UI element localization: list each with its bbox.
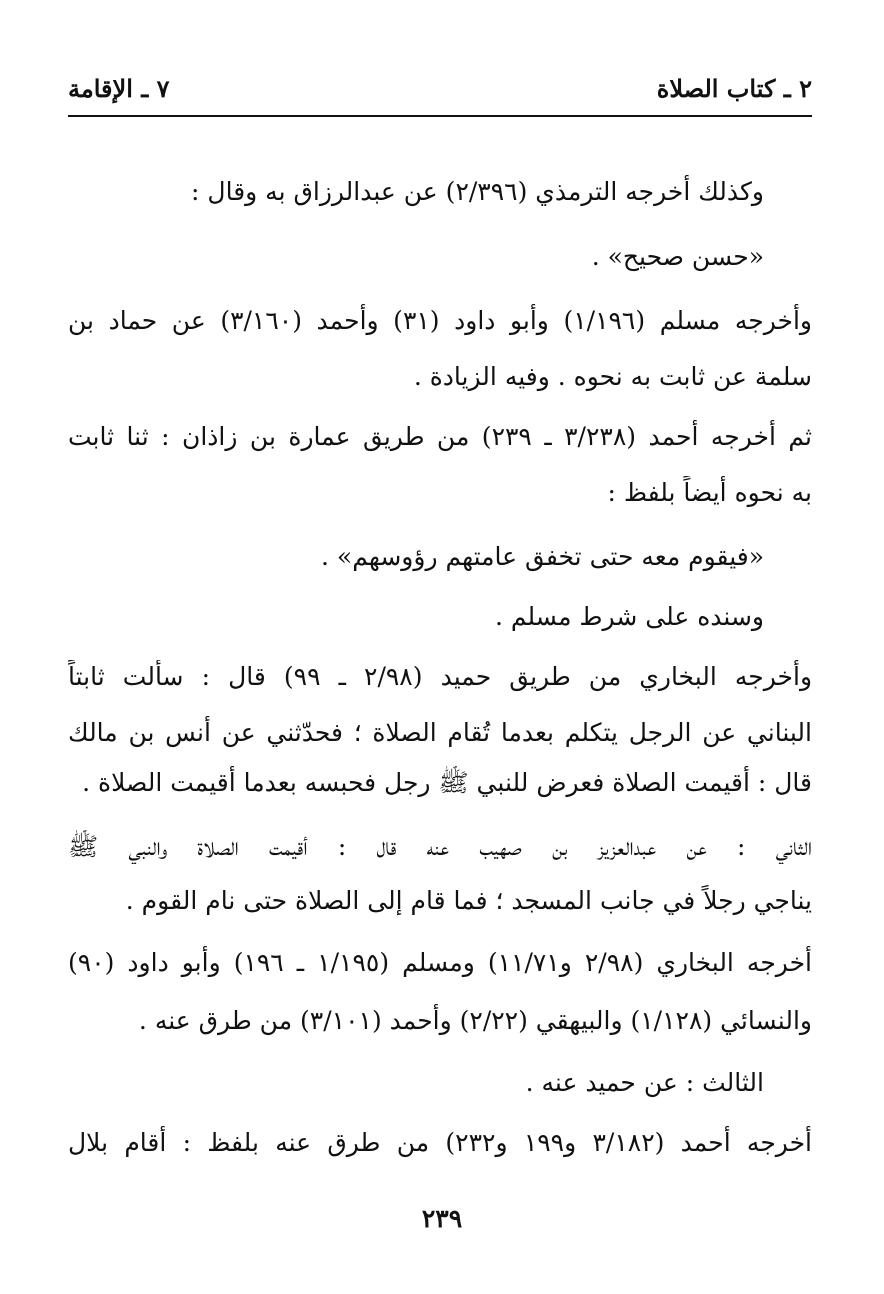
quote-line: «فيقوم معه حتى تخفق عامتهم رؤوسهم» .: [321, 542, 764, 571]
text-line: الثاني : عن عبدالعزيز بن صهيب عنه قال : أقيمت الصلاة والنبي ﷺ: [68, 832, 812, 861]
text-line: به نحوه أيضاً بلفظ :: [607, 478, 812, 507]
text-line: الثالث : عن حميد عنه .: [525, 1068, 764, 1097]
text-line: أخرجه البخاري (٢/٩٨ و١١/٧١) ومسلم (١/١٩٥ ـ ١٩٦) وأبو داود (٩٠): [68, 948, 812, 977]
book-title: ٢ ـ كتاب الصلاة: [656, 74, 812, 103]
text-line: وسنده على شرط مسلم .: [494, 602, 764, 631]
text-line: والنسائي (١/١٢٨) والبيهقي (٢/٢٢) وأحمد (٣/١٠١) من طرق عنه .: [138, 1006, 812, 1035]
quote-line: «حسن صحيح» .: [591, 242, 764, 271]
chapter-title: ٧ ـ الإقامة: [68, 74, 170, 103]
page-number: ٢٣٩: [421, 1204, 463, 1233]
text-line: أخرجه أحمد (٣/١٨٢ و١٩٩ و٢٣٢) من طرق عنه بلفظ : أقام بلال: [68, 1128, 812, 1157]
text-line: البناني عن الرجل يتكلم بعدما تُقام الصلاة ؛ فحدّثني عن أنس بن مالك: [68, 718, 812, 747]
text-line: يناجي رجلاً في جانب المسجد ؛ فما قام إلى الصلاة حتى نام القوم .: [125, 886, 812, 915]
text-line: وأخرجه البخاري من طريق حميد (٢/٩٨ ـ ٩٩) قال : سألت ثابتاً: [68, 662, 812, 691]
running-header: [68, 72, 812, 112]
text-line: وكذلك أخرجه الترمذي (٢/٣٩٦) عن عبدالرزاق به وقال :: [191, 177, 764, 206]
text-line: سلمة عن ثابت به نحوه . وفيه الزيادة .: [413, 362, 812, 391]
text-line: وأخرجه مسلم (١/١٩٦) وأبو داود (٣١) وأحمد (٣/١٦٠) عن حماد بن: [68, 306, 812, 335]
header-divider: [68, 115, 812, 117]
text-line: قال : أقيمت الصلاة فعرض للنبي ﷺ رجل فحبسه بعدما أقيمت الصلاة .: [82, 768, 812, 797]
text-line: ثم أخرجه أحمد (٣/٢٣٨ ـ ٢٣٩) من طريق عمارة بن زاذان : ثنا ثابت: [68, 422, 812, 451]
